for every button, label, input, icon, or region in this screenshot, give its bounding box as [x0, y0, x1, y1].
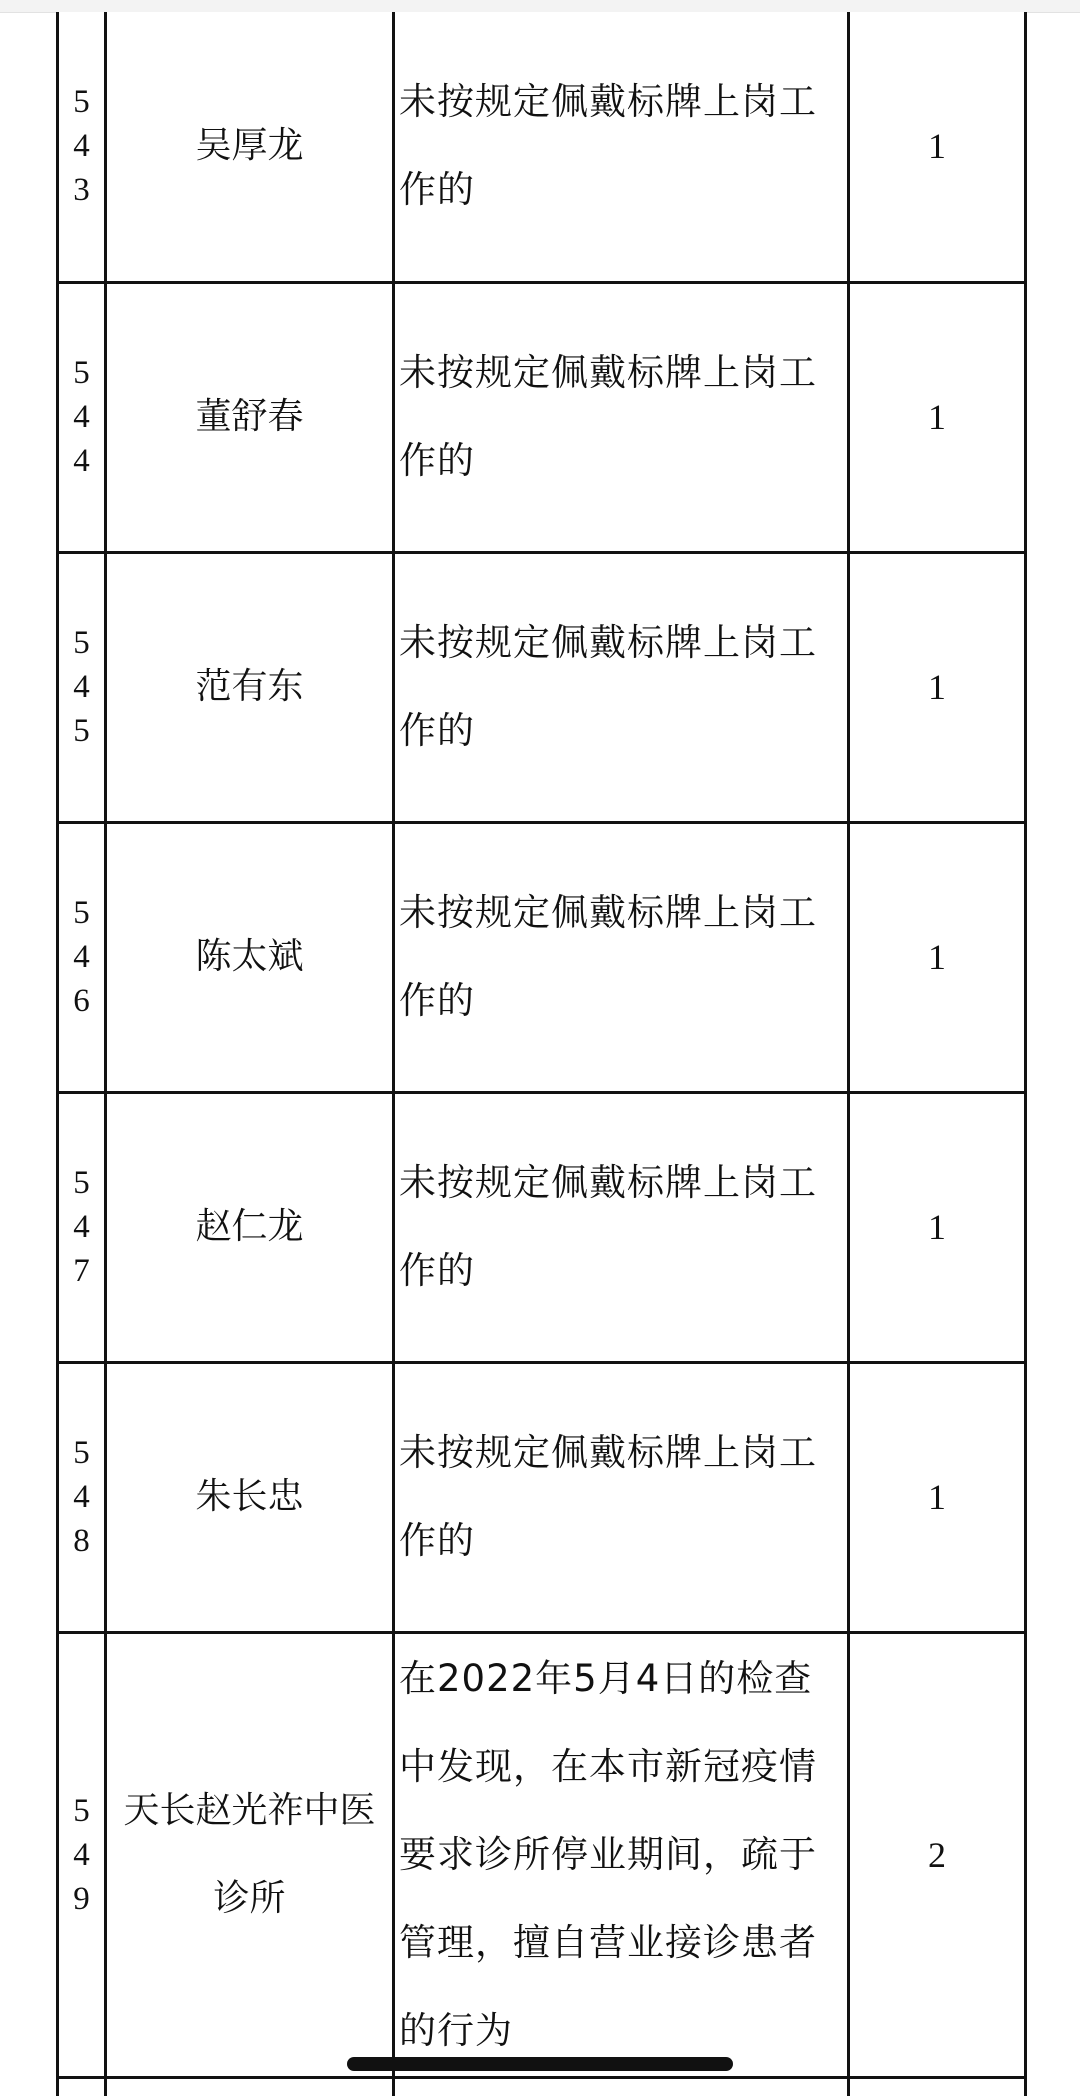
index-digit: 5 — [73, 1165, 90, 1201]
index-digit: 4 — [73, 669, 90, 705]
name-cell: 陈太斌 — [106, 822, 394, 1092]
index-digit: 3 — [73, 172, 90, 209]
points-cell — [849, 2077, 1026, 2096]
index-cell — [58, 1362, 106, 1632]
table-row — [58, 1632, 1026, 2077]
table-row — [58, 1362, 1026, 1632]
index-digit: 4 — [73, 399, 90, 435]
index-cell — [58, 1092, 106, 1362]
index-cell — [58, 12, 106, 282]
table-row — [58, 1092, 1026, 1362]
index-digit: 4 — [73, 1209, 90, 1245]
name-cell: 赵仁龙 — [106, 1092, 394, 1362]
index-digit: 8 — [73, 1523, 90, 1559]
index-digit: 5 — [73, 713, 90, 749]
index-digit: 5 — [73, 625, 90, 661]
name-cell: 朱长忠 — [106, 1362, 394, 1632]
name-cell: 吴厚龙 — [106, 12, 394, 282]
violation-cell: 未按规定佩戴标牌上岗工作的 — [394, 1362, 849, 1632]
table-row — [58, 12, 1026, 282]
violation-cell — [394, 2077, 849, 2096]
points-cell: 2 — [849, 1632, 1026, 2077]
table-row — [58, 822, 1026, 1092]
name-cell: 董舒春 — [106, 282, 394, 552]
index-digit: 5 — [73, 355, 90, 391]
index-digit: 4 — [73, 443, 90, 479]
violation-cell: 在2022年5月4日的检查中发现，在本市新冠疫情要求诊所停业期间，疏于管理，擅自营业接诊患者的行为 — [394, 1632, 849, 2077]
index-cell — [58, 1632, 106, 2077]
index-cell — [58, 822, 106, 1092]
violation-cell: 未按规定佩戴标牌上岗工作的 — [394, 282, 849, 552]
points-cell: 1 — [849, 282, 1026, 552]
index-digit: 4 — [73, 128, 90, 165]
penalty-table — [56, 12, 1027, 2096]
index-cell — [58, 552, 106, 822]
index-cell — [58, 282, 106, 552]
points-cell: 1 — [849, 12, 1026, 282]
table-row — [58, 552, 1026, 822]
index-digit: 9 — [73, 1880, 90, 1917]
index-digit: 4 — [73, 1479, 90, 1515]
table-row — [58, 282, 1026, 552]
violation-cell: 未按规定佩戴标牌上岗工作的 — [394, 12, 849, 282]
points-cell: 1 — [849, 1092, 1026, 1362]
name-cell: 天长赵光祚中医诊所 — [106, 1632, 394, 2077]
table-row-partial — [58, 2077, 1026, 2096]
violation-cell: 未按规定佩戴标牌上岗工作的 — [394, 552, 849, 822]
points-cell: 1 — [849, 552, 1026, 822]
home-indicator[interactable] — [347, 2057, 733, 2071]
penalty-table-container[interactable] — [56, 12, 1024, 2096]
index-digit: 4 — [73, 1836, 90, 1873]
index-digit: 5 — [73, 84, 90, 121]
index-digit: 5 — [73, 1435, 90, 1471]
points-cell: 1 — [849, 1362, 1026, 1632]
index-digit: 5 — [73, 895, 90, 931]
index-digit: 7 — [73, 1253, 90, 1289]
index-digit: 5 — [73, 1792, 90, 1829]
name-cell — [106, 2077, 394, 2096]
violation-cell: 未按规定佩戴标牌上岗工作的 — [394, 822, 849, 1092]
violation-cell: 未按规定佩戴标牌上岗工作的 — [394, 1092, 849, 1362]
index-digit: 4 — [73, 939, 90, 975]
index-cell — [58, 2077, 106, 2096]
points-cell: 1 — [849, 822, 1026, 1092]
index-digit: 6 — [73, 983, 90, 1019]
name-cell: 范有东 — [106, 552, 394, 822]
